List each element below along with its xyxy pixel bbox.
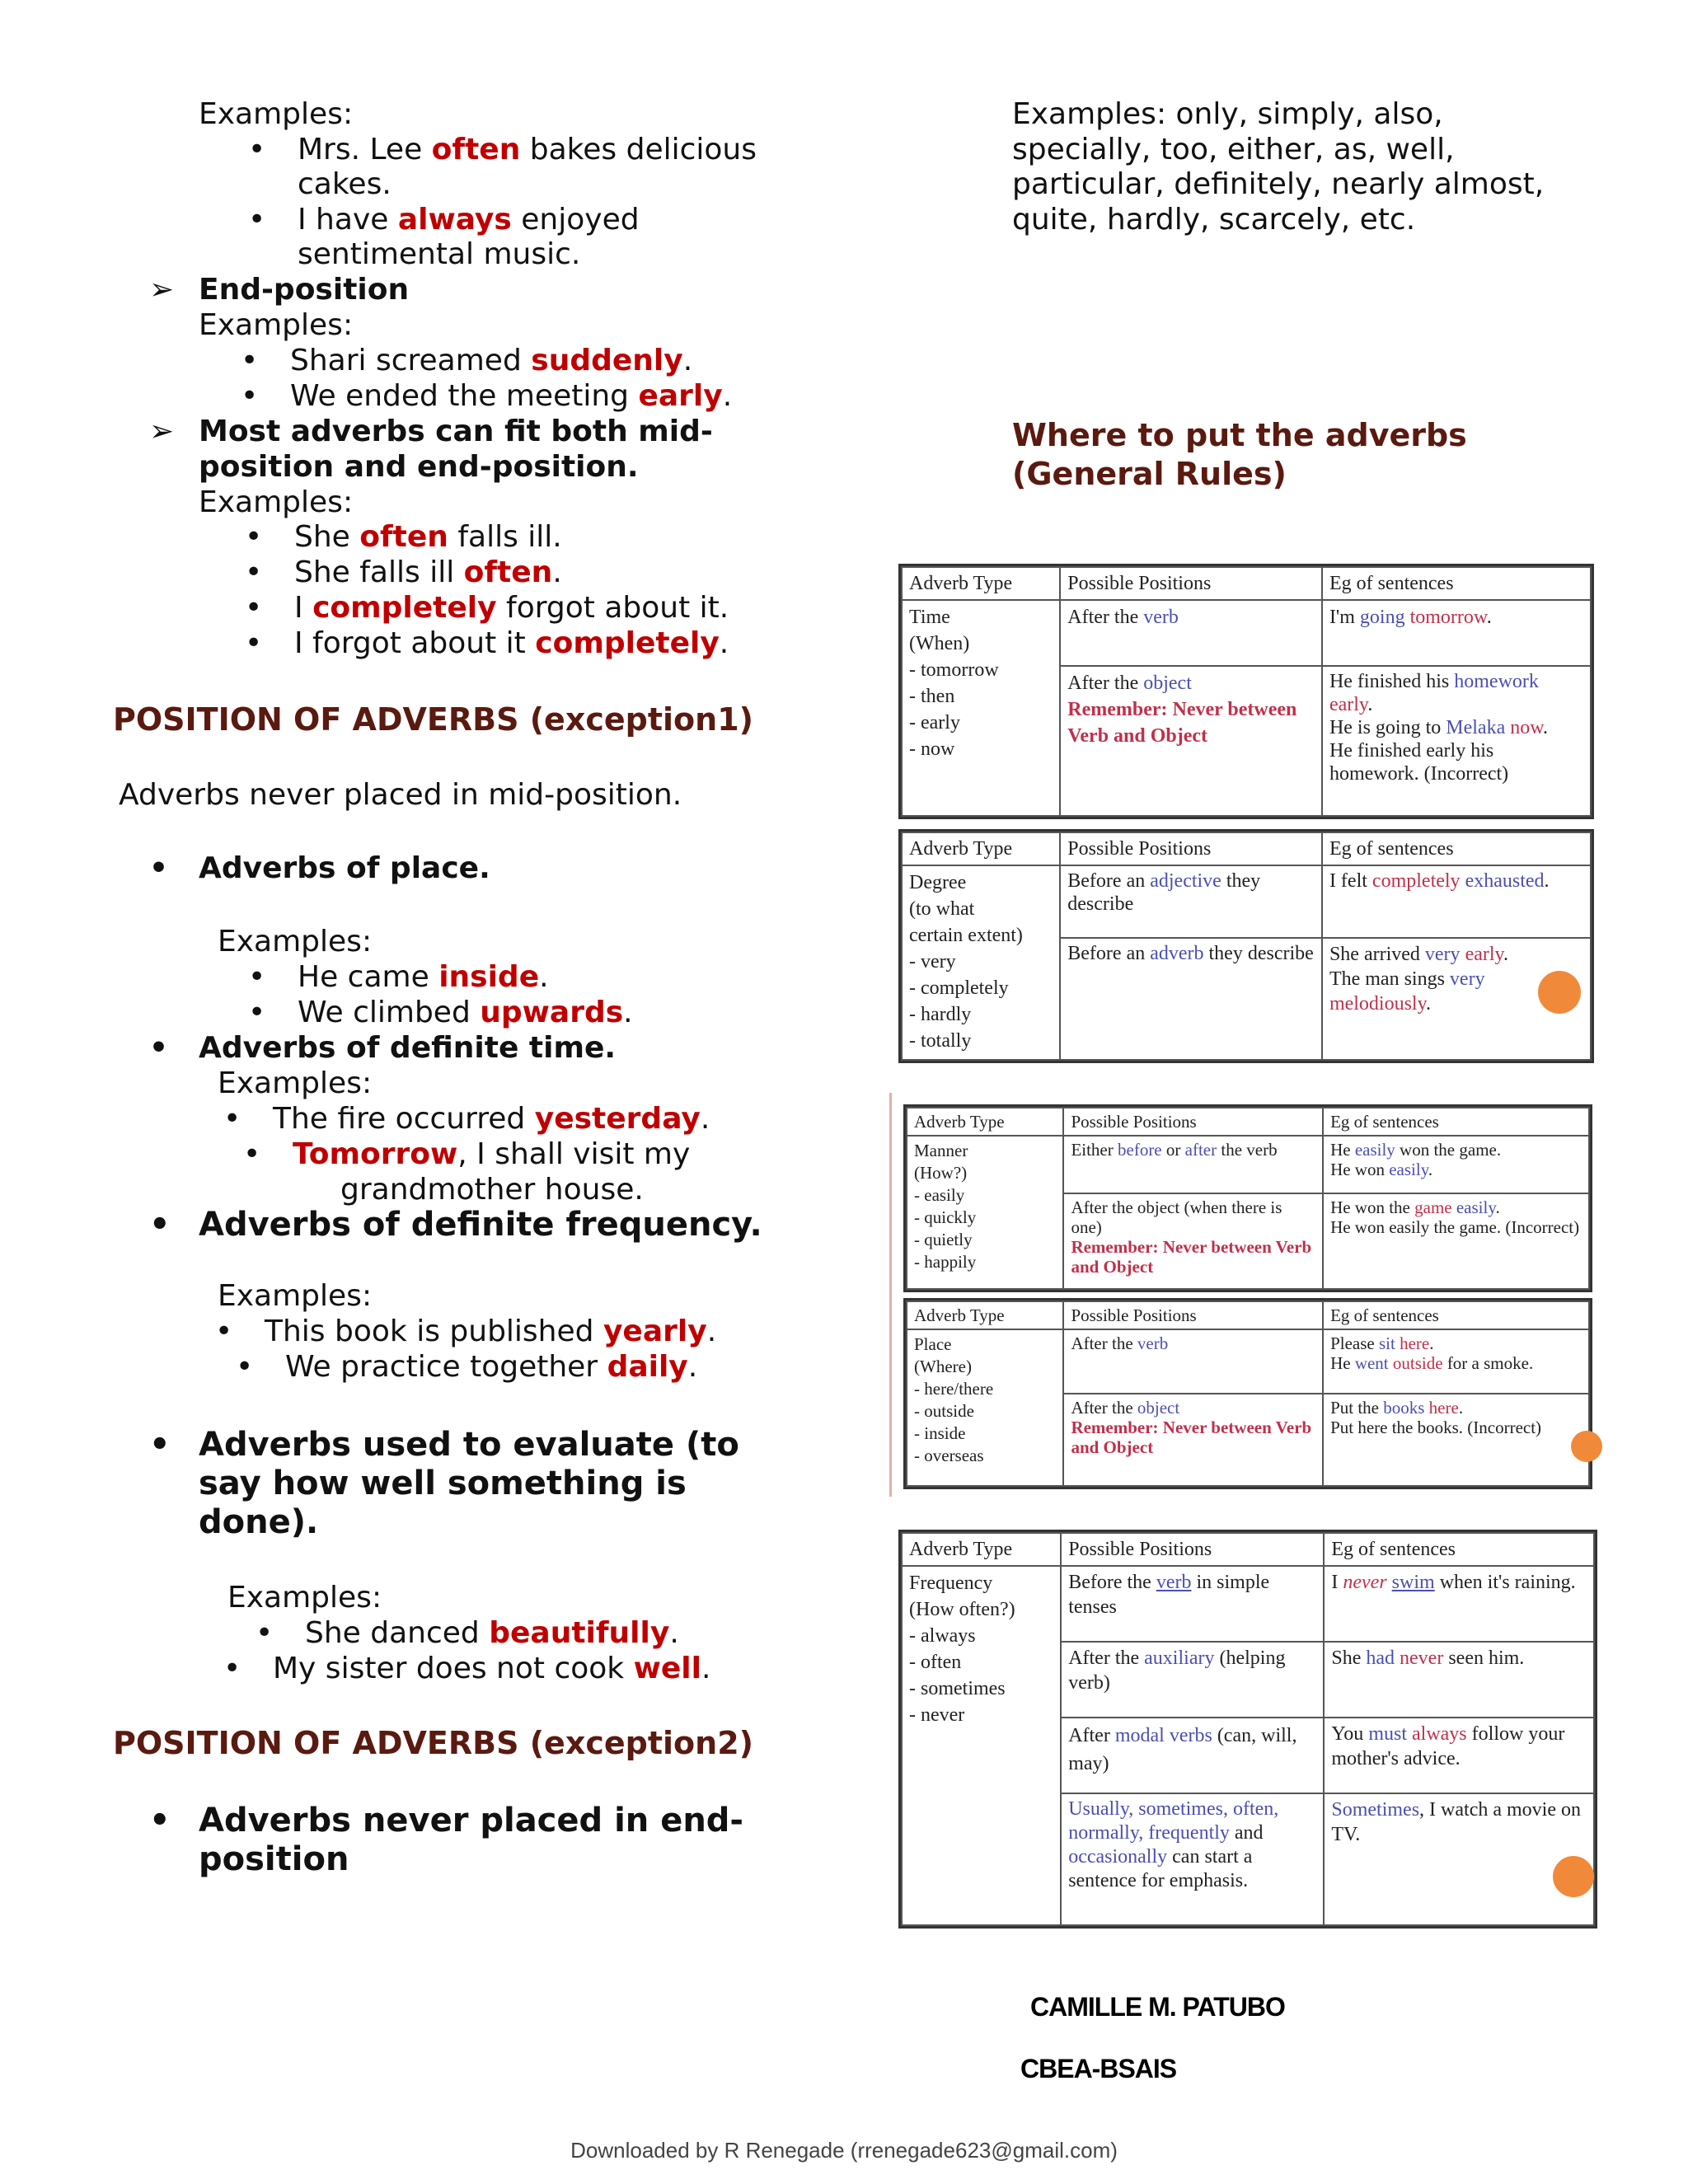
- table-time: [898, 564, 1594, 819]
- examples-label: Examples:: [227, 1581, 382, 1615]
- examples-label: Examples:: [199, 485, 354, 519]
- list-item: • The fire occurred yesterday.: [273, 1102, 710, 1137]
- end-never-heading: • Adverbs never placed in end-: [199, 1802, 743, 1840]
- example-cell: You must always follow your mother's advice.: [1324, 1718, 1594, 1793]
- adverb-type-cell: Manner (How?) - easily - quickly - quietly - happily: [907, 1136, 1063, 1289]
- examples-label: Examples:: [218, 925, 373, 958]
- evaluate-heading-cont: done).: [199, 1503, 319, 1541]
- adverb-type-cell: Frequency (How often?) - always - often - sometimes - never: [902, 1566, 1061, 1925]
- example-cell: He finished his homework early. He is going to Melaka now. He finished early his homework. (Incorrect): [1322, 666, 1591, 816]
- header-type: Adverb Type: [907, 1301, 1063, 1329]
- header-type: Adverb Type: [902, 1533, 1061, 1566]
- place-heading: • Adverbs of place.: [199, 851, 490, 886]
- position-cell: After the object (when there is one) Remember: Never between Verb and Object: [1063, 1193, 1323, 1289]
- list-item: • This book is published yearly.: [265, 1315, 716, 1349]
- orange-dot-icon: [1553, 1856, 1594, 1897]
- list-item: • Shari screamed suddenly.: [290, 344, 692, 378]
- example-cell: Sometimes, I watch a movie on TV.: [1324, 1793, 1594, 1925]
- position-cell: After modal verbs (can, will, may): [1061, 1718, 1324, 1793]
- position-cell: Before the verb in simple tenses: [1061, 1566, 1324, 1642]
- orange-dot-icon: [1538, 971, 1581, 1014]
- header-type: Adverb Type: [902, 567, 1060, 600]
- table-manner: [903, 1104, 1592, 1292]
- header-type: Adverb Type: [907, 1108, 1063, 1136]
- list-item-cont: sentimental music.: [298, 237, 581, 271]
- example-cell: He easily won the game. He won easily.: [1323, 1136, 1589, 1193]
- remember-note: Remember: Never between Verb and Object: [1071, 1418, 1312, 1457]
- example-cell: I never swim when it's raining.: [1324, 1566, 1594, 1642]
- examples-list-line: particular, definitely, nearly almost,: [1012, 167, 1545, 201]
- where-heading: Where to put the adverbs: [1012, 417, 1467, 453]
- position-cell: After the object Remember: Never between Verb and Object: [1063, 1394, 1323, 1486]
- list-item: • We practice together daily.: [285, 1350, 697, 1385]
- examples-list-line: specially, too, either, as, well,: [1012, 133, 1455, 166]
- list-item: • We ended the meeting early.: [290, 379, 732, 414]
- adverb-type-cell: Place (Where) - here/there - outside - inside - overseas: [907, 1329, 1063, 1486]
- header-positions: Possible Positions: [1063, 1108, 1323, 1136]
- both-positions-heading-cont: position and end-position.: [199, 450, 639, 484]
- remember-note: Remember: Never between Verb and Object: [1067, 699, 1297, 747]
- author-name: CAMILLE M. PATUBO: [1030, 1992, 1285, 2022]
- examples-label: Examples:: [218, 1066, 373, 1100]
- list-item: • I completely forgot about it.: [294, 591, 729, 626]
- adverb-type-cell: Time (When) - tomorrow - then - early - now: [902, 600, 1060, 816]
- table-degree: [898, 829, 1594, 1063]
- evaluate-heading-cont: say how well something is: [199, 1465, 687, 1502]
- list-item: • She falls ill often.: [294, 555, 562, 590]
- examples-label: Examples:: [218, 1279, 373, 1313]
- example-cell: She had never seen him.: [1324, 1642, 1594, 1718]
- list-item: • I forgot about it completely.: [294, 626, 729, 661]
- example-cell: Please sit here. He went outside for a smoke.: [1323, 1329, 1589, 1394]
- where-heading-cont: (General Rules): [1012, 456, 1287, 492]
- download-footer: Downloaded by R Renegade (rrenegade623@gmail.com): [570, 2138, 1118, 2163]
- list-item: • She often falls ill.: [294, 520, 562, 555]
- example-cell: He won the game easily. He won easily the game. (Incorrect): [1323, 1193, 1589, 1289]
- list-item: • Tomorrow, I shall visit my: [293, 1137, 690, 1172]
- header-eg: Eg of sentences: [1323, 1301, 1589, 1329]
- examples-label: Examples:: [199, 97, 354, 131]
- position-cell: Before an adverb they describe: [1060, 938, 1322, 1060]
- position-cell: Before an adjective they describe: [1060, 865, 1322, 938]
- list-item: • She danced beautifully.: [305, 1616, 679, 1651]
- list-item: • He came inside.: [298, 960, 549, 995]
- list-item-cont: cakes.: [298, 167, 392, 201]
- list-item: • I have always enjoyed: [298, 203, 640, 237]
- adverb-type-cell: Degree (to what certain extent) - very - completely - hardly - totally: [902, 865, 1060, 1060]
- exception1-intro: Adverbs never placed in mid-position.: [119, 778, 682, 812]
- position-cell: After the auxiliary (helping verb): [1061, 1642, 1324, 1718]
- position-cell: After the verb: [1063, 1329, 1323, 1394]
- example-cell: I'm going tomorrow.: [1322, 600, 1591, 666]
- header-type: Adverb Type: [902, 832, 1060, 865]
- margin-line: [889, 1093, 892, 1497]
- position-cell: Usually, sometimes, often, normally, frequently and occasionally can start a sentence for emphasis.: [1061, 1793, 1324, 1925]
- list-item: • We climbed upwards.: [298, 996, 633, 1030]
- example-cell: She arrived very early. The man sings very melodiously.: [1322, 938, 1591, 1060]
- example-cell: I felt completely exhausted.: [1322, 865, 1591, 938]
- table-place: [903, 1298, 1592, 1489]
- orange-dot-icon: [1571, 1431, 1602, 1462]
- exception2-heading: POSITION OF ADVERBS (exception2): [113, 1725, 753, 1761]
- header-positions: Possible Positions: [1061, 1533, 1324, 1566]
- header-eg: Eg of sentences: [1322, 832, 1591, 865]
- examples-list-line: quite, hardly, scarcely, etc.: [1012, 203, 1416, 237]
- time-heading: • Adverbs of definite time.: [199, 1031, 616, 1066]
- end-never-heading-cont: position: [199, 1840, 349, 1878]
- header-eg: Eg of sentences: [1324, 1533, 1594, 1566]
- list-item: • My sister does not cook well.: [273, 1652, 710, 1686]
- frequency-heading: • Adverbs of definite frequency.: [199, 1206, 762, 1244]
- header-eg: Eg of sentences: [1322, 567, 1591, 600]
- header-positions: Possible Positions: [1063, 1301, 1323, 1329]
- author-course: CBEA-BSAIS: [1020, 2054, 1177, 2083]
- end-position-heading: ➢ End-position: [199, 273, 409, 307]
- examples-label: Examples:: [199, 308, 354, 342]
- position-cell: Either before or after the verb: [1063, 1136, 1323, 1193]
- list-item: • Mrs. Lee often bakes delicious: [298, 133, 757, 167]
- header-positions: Possible Positions: [1060, 567, 1322, 600]
- exception1-heading: POSITION OF ADVERBS (exception1): [113, 701, 753, 738]
- example-cell: Put the books here. Put here the books. (Incorrect): [1323, 1394, 1589, 1486]
- table-frequency: [898, 1530, 1597, 1929]
- position-cell: After the object Remember: Never between Verb and Object: [1060, 666, 1322, 816]
- list-item-cont: grandmother house.: [340, 1173, 644, 1207]
- header-positions: Possible Positions: [1060, 832, 1322, 865]
- both-positions-heading: ➢ Most adverbs can fit both mid-: [199, 415, 713, 449]
- header-eg: Eg of sentences: [1323, 1108, 1589, 1136]
- position-cell: After the verb: [1060, 600, 1322, 666]
- remember-note: Remember: Never between Verb and Object: [1071, 1237, 1312, 1277]
- evaluate-heading: • Adverbs used to evaluate (to: [199, 1426, 739, 1465]
- examples-list-line: Examples: only, simply, also,: [1012, 97, 1443, 131]
